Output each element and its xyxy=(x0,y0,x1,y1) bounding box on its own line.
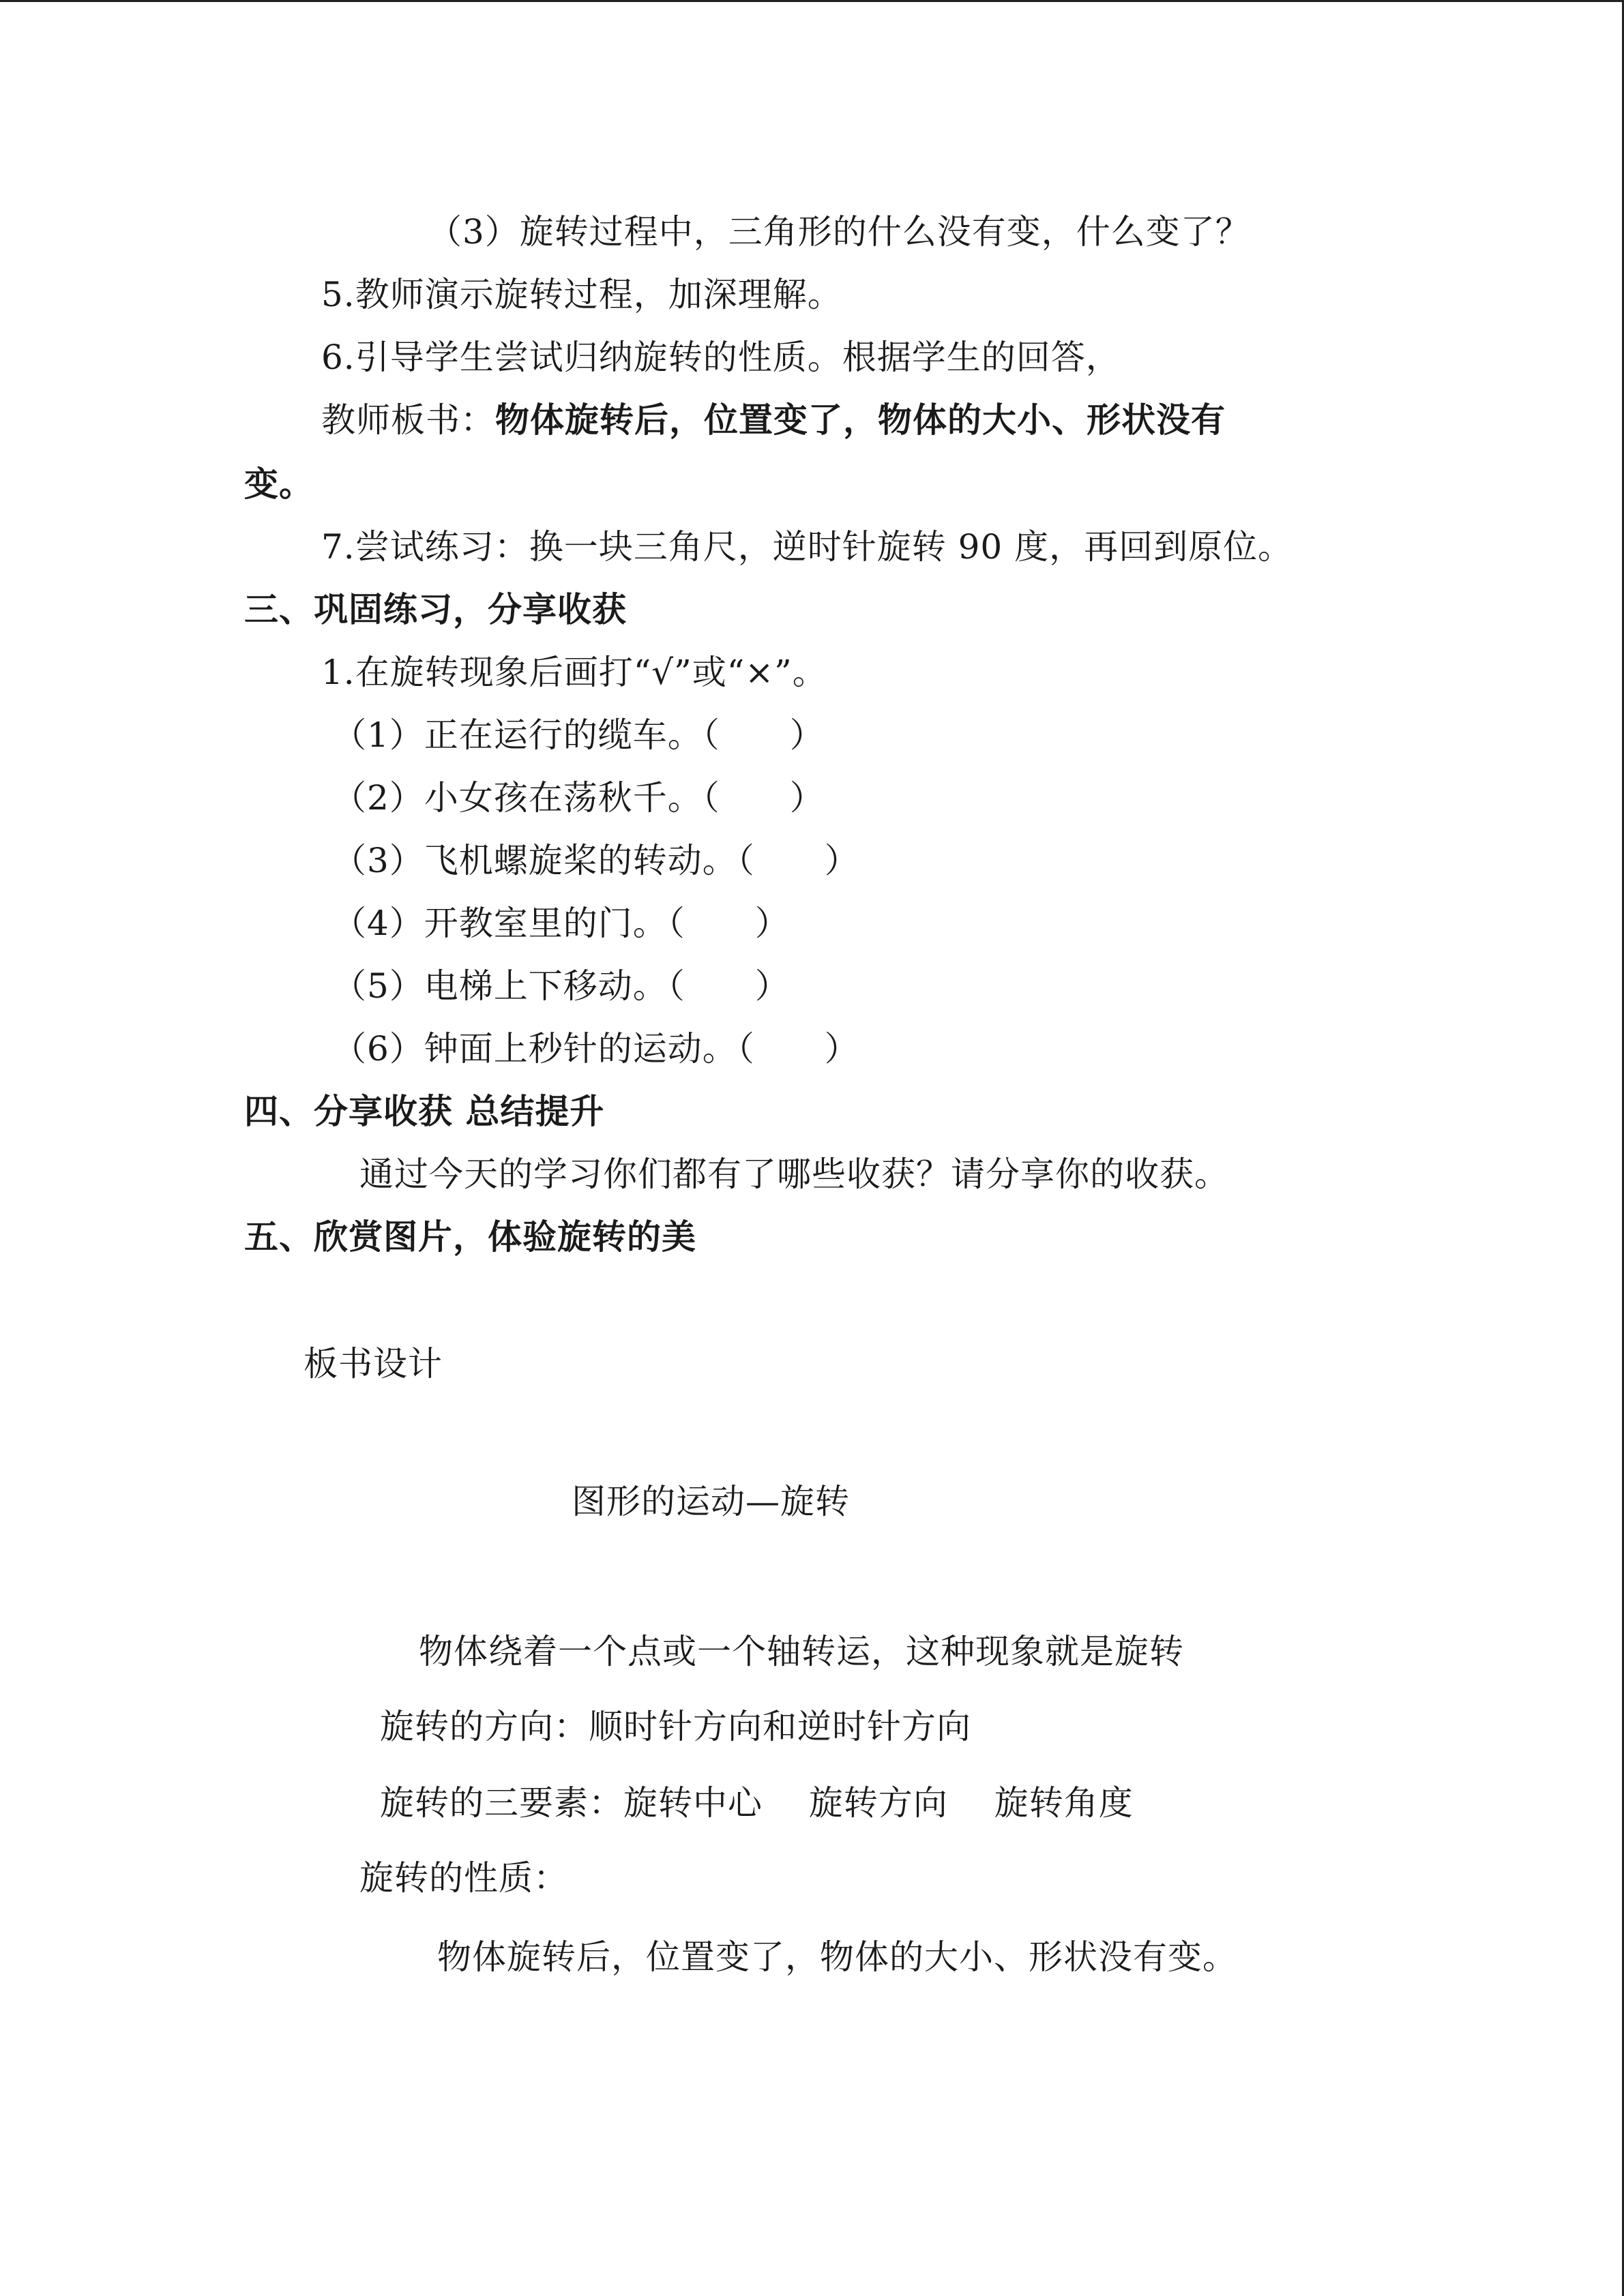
text-line: 6.引导学生尝试归纳旋转的性质。根据学生的回答， xyxy=(321,338,1121,377)
text-line xyxy=(321,400,1226,441)
list-item: （4）开教室里的门。（ ） xyxy=(332,904,790,943)
text-line: 变。 xyxy=(244,464,314,504)
board-line: 物体旋转后，位置变了，物体的大小、形状没有变。 xyxy=(437,1937,1237,1977)
board-design-label: 板书设计 xyxy=(304,1344,443,1384)
text-span: 教师板书： xyxy=(321,400,495,440)
list-item: （1）正在运行的缆车。（ ） xyxy=(332,715,825,755)
list-item: （5）电梯上下移动。（ ） xyxy=(332,966,790,1006)
board-line: 物体绕着一个点或一个轴转运，这种现象就是旋转 xyxy=(419,1632,1184,1671)
text-line: （3）旋转过程中，三角形的什么没有变，什么变了？ xyxy=(428,212,1250,252)
section-heading: 五、欣赏图片，体验旋转的美 xyxy=(244,1217,696,1257)
text-line: 7.尝试练习：换一块三角尺，逆时针旋转 90 度，再回到原位。 xyxy=(321,527,1293,567)
board-line: 旋转的性质： xyxy=(359,1858,568,1898)
text-line: 5.教师演示旋转过程，加深理解。 xyxy=(321,275,842,314)
section-heading: 四、分享收获 总结提升 xyxy=(244,1091,605,1131)
text-line: 通过今天的学习你们都有了哪些收获？请分享你的收获。 xyxy=(359,1154,1229,1194)
board-line: 旋转的方向：顺时针方向和逆时针方向 xyxy=(380,1707,971,1746)
list-item: （3）飞机螺旋桨的转动。（ ） xyxy=(332,841,859,880)
board-line: 旋转的三要素：旋转中心 旋转方向 旋转角度 xyxy=(380,1783,1134,1823)
section-heading: 三、巩固练习，分享收获 xyxy=(244,589,627,629)
board-title: 图形的运动—旋转 xyxy=(572,1482,850,1521)
bold-text-span: 物体旋转后，位置变了，物体的大小、形状没有 xyxy=(495,400,1226,440)
list-item: （6）钟面上秒针的运动。（ ） xyxy=(332,1029,859,1069)
text-line: 1.在旋转现象后画打“√”或“×”。 xyxy=(321,653,827,692)
list-item: （2）小女孩在荡秋千。（ ） xyxy=(332,778,825,818)
